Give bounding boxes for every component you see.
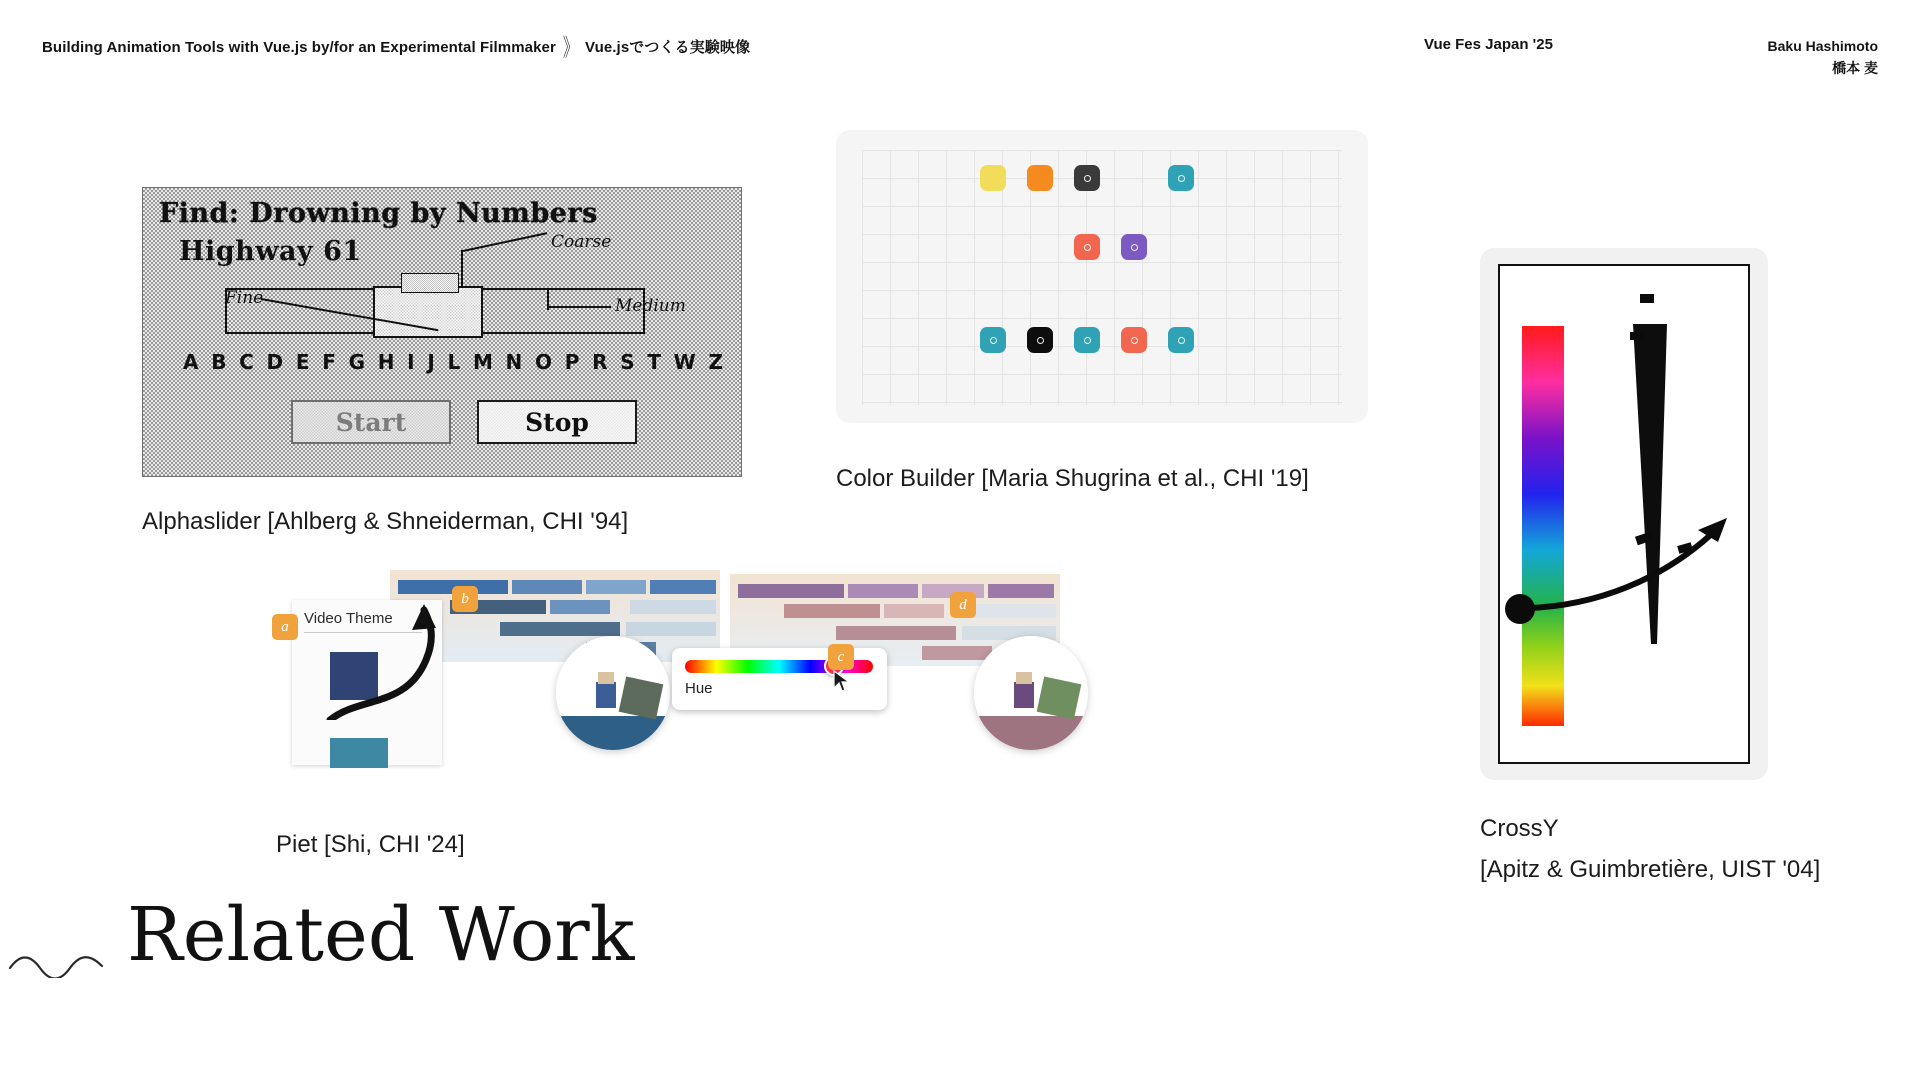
chip-dot-icon [1178, 337, 1185, 344]
annotation-line-medium-drop [547, 288, 549, 310]
chip-dot-icon [1178, 175, 1185, 182]
letter: R [592, 350, 608, 374]
chip-dot-icon [1037, 337, 1044, 344]
alphaslider-label-coarse: Coarse [551, 232, 612, 252]
timeline-clip [650, 580, 716, 594]
header-title-jp: Vue.jsでつくる実験映像 [585, 39, 751, 56]
caption-piet: Piet [Shi, CHI '24] [276, 831, 465, 858]
timeline-clip [784, 604, 880, 618]
chip-dot-icon [1084, 337, 1091, 344]
timeline-clip [836, 626, 956, 640]
color-chip[interactable] [980, 327, 1006, 353]
color-chip[interactable] [1074, 165, 1100, 191]
start-button[interactable]: Start [291, 400, 451, 444]
timeline-clip [738, 584, 844, 598]
color-chip[interactable] [1027, 165, 1053, 191]
chip-dot-icon [1131, 244, 1138, 251]
letter: L [447, 350, 461, 374]
caption-crossy-line1: CrossY [1480, 815, 1559, 842]
alphaslider-fine-handle[interactable] [401, 273, 459, 293]
crossy-tick [1640, 294, 1654, 303]
color-chip[interactable] [1168, 165, 1194, 191]
timeline-clip [550, 600, 610, 614]
caption-crossy-line2: [Apitz & Guimbretière, UIST '04] [1480, 856, 1821, 883]
letter: J [427, 350, 435, 374]
stop-button[interactable]: Stop [477, 400, 637, 444]
alphaslider-letter-scale [183, 350, 723, 374]
panel-title: Video Theme [304, 610, 393, 627]
color-chip[interactable] [1074, 234, 1100, 260]
timeline-clip [626, 622, 716, 636]
alphaslider-subtitle: Highway 61 [179, 236, 362, 267]
letter: B [211, 350, 227, 374]
color-chip[interactable] [1121, 234, 1147, 260]
alphaslider-coarse-handle[interactable] [373, 286, 483, 338]
piet-figure [260, 560, 1360, 780]
timeline-clip [586, 580, 646, 594]
letter: G [348, 350, 366, 374]
hue-slider-label: Hue [685, 680, 713, 697]
timeline-clip [966, 604, 1056, 618]
caption-color-builder: Color Builder [Maria Shugrina et al., CHI '19] [836, 465, 1309, 492]
color-chip[interactable] [1168, 327, 1194, 353]
annotation-line-medium [549, 306, 611, 308]
header-separator: 》 [562, 34, 579, 62]
preview-bubble-left [556, 636, 670, 750]
letter: T [647, 350, 661, 374]
tag-d: d [950, 592, 976, 618]
chip-dot-icon [1084, 175, 1091, 182]
piet-arrow-icon [320, 600, 520, 720]
letter: H [377, 350, 395, 374]
color-builder-figure [836, 130, 1368, 423]
letter: I [407, 350, 415, 374]
alphaslider-window-title: Find: Drowning by Numbers [159, 198, 598, 229]
annotation-line-coarse-drop [461, 250, 463, 288]
squiggle-decoration-icon [8, 952, 110, 978]
letter: W [673, 350, 696, 374]
letter: A [183, 350, 199, 374]
timeline-clip [884, 604, 944, 618]
chip-dot-icon [990, 337, 997, 344]
letter: P [564, 350, 580, 374]
letter: E [295, 350, 310, 374]
crossy-tick [1630, 332, 1644, 340]
chip-dot-icon [1131, 337, 1138, 344]
letter: F [322, 350, 336, 374]
theme-swatch-secondary[interactable] [330, 738, 388, 768]
letter: D [266, 350, 284, 374]
letter: Z [708, 350, 723, 374]
preview-bubble-right [974, 636, 1088, 750]
timeline-clip [512, 580, 582, 594]
alphaslider-label-medium: Medium [615, 296, 686, 316]
letter: N [505, 350, 523, 374]
letter: O [535, 350, 553, 374]
header-author [1768, 36, 1878, 79]
alphaslider-label-fine: Fine [225, 288, 264, 308]
color-chip[interactable] [1074, 327, 1100, 353]
author-name-en: Baku Hashimoto [1767, 38, 1878, 54]
timeline-clip [630, 600, 716, 614]
tag-b: b [452, 586, 478, 612]
caption-alphaslider: Alphaslider [Ahlberg & Shneiderman, CHI '94] [142, 508, 629, 535]
header-event: Vue Fes Japan '25 [1424, 36, 1553, 53]
tag-c: c [828, 644, 854, 670]
letter: C [239, 350, 254, 374]
color-chip[interactable] [1027, 327, 1053, 353]
color-chip[interactable] [1121, 327, 1147, 353]
letter: S [620, 350, 635, 374]
author-name-jp: 橋本 麦 [1832, 59, 1878, 76]
alphaslider-figure [142, 187, 742, 477]
header-left [42, 34, 751, 62]
color-builder-grid [862, 150, 1342, 405]
color-chip[interactable] [980, 165, 1006, 191]
chip-dot-icon [1084, 244, 1091, 251]
hue-slider-panel [672, 648, 887, 710]
crossy-gesture-arrow-icon [1522, 486, 1752, 646]
timeline-clip [988, 584, 1054, 598]
crossy-figure [1480, 248, 1768, 780]
header-title-en: Building Animation Tools with Vue.js by/for an Experimental Filmmaker [42, 39, 556, 56]
crossy-canvas [1498, 264, 1750, 764]
letter: M [472, 350, 493, 374]
annotation-line-coarse [463, 232, 548, 252]
cursor-icon [832, 670, 854, 694]
tag-a: a [272, 614, 298, 640]
timeline-clip [848, 584, 918, 598]
page-title: Related Work [127, 892, 635, 978]
